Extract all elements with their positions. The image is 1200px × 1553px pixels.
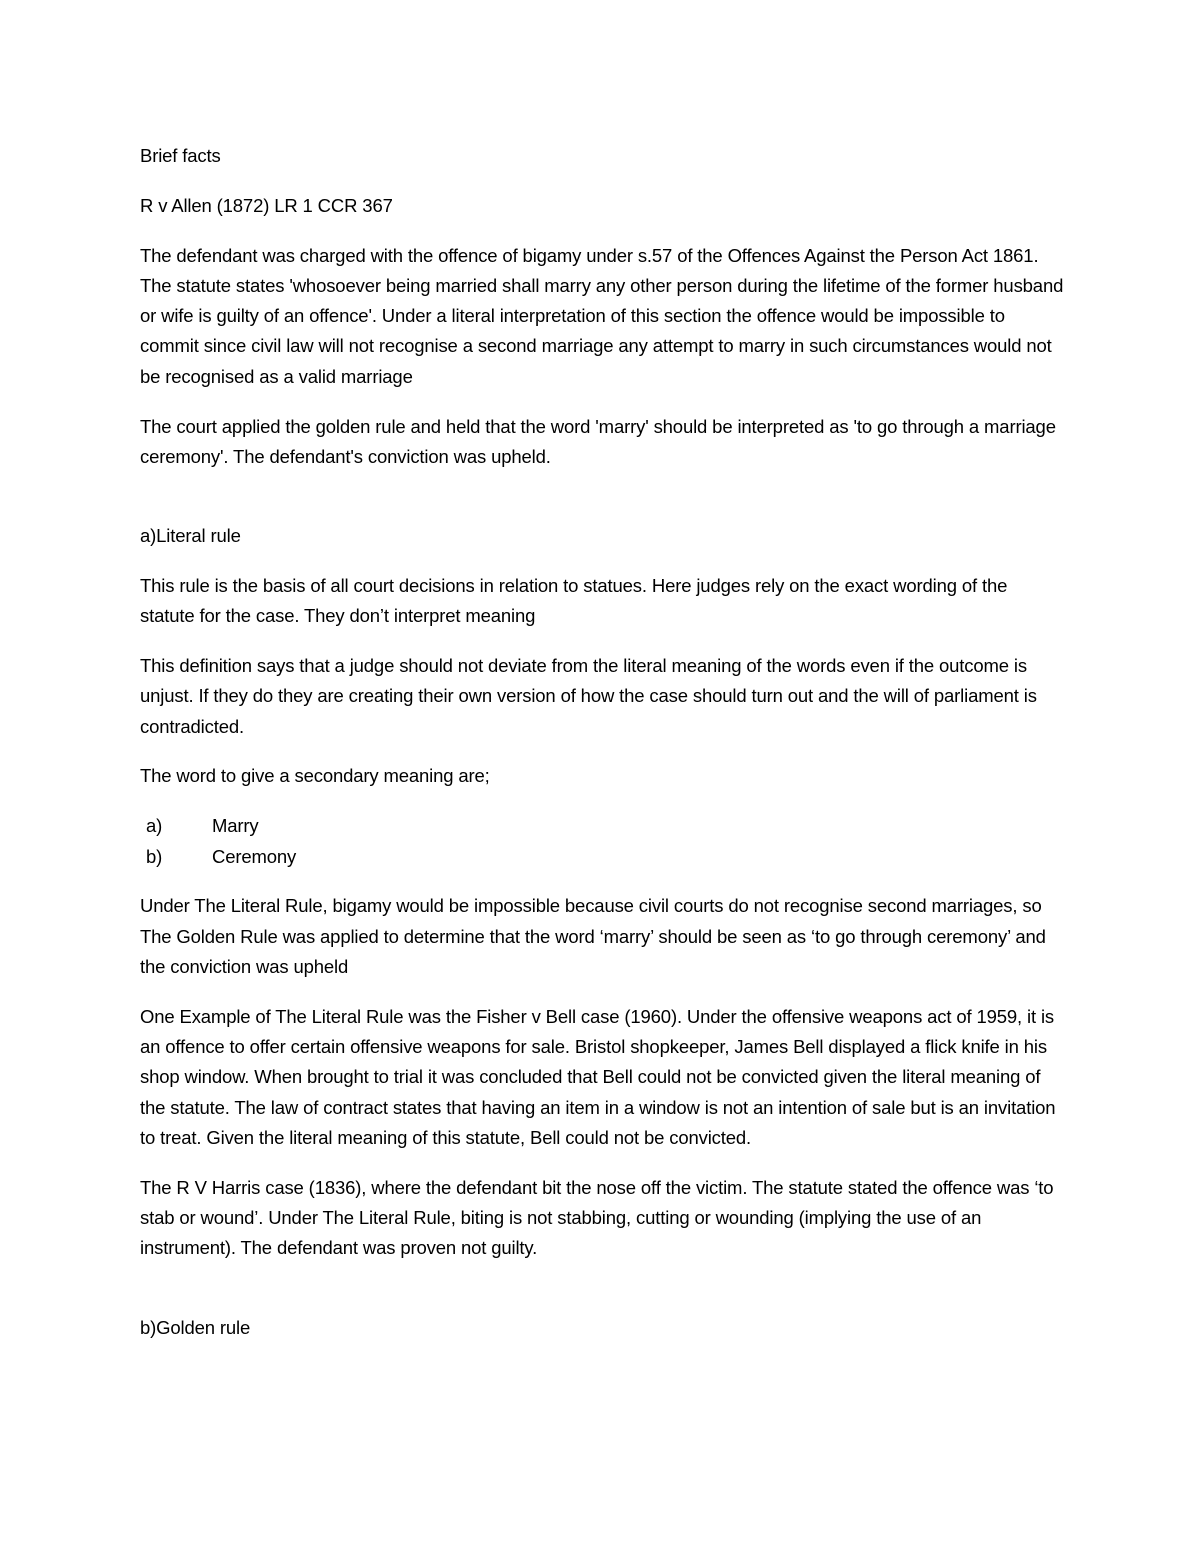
heading-literal-rule: a)Literal rule	[140, 525, 241, 547]
literal-rule-paragraph-2: This definition says that a judge should not deviate from the literal meaning of the words even if the outcome is unjust. If they do they are creating their own version of how the case should turn out and the will of parliament is contradicted.	[140, 655, 1037, 737]
list-marker: b)	[146, 845, 163, 867]
facts-paragraph-2: The court applied the golden rule and held that the word 'marry' should be interpreted as 'to go through a marriage ceremony'. The defendant's conviction was upheld.	[140, 415, 1056, 467]
fisher-v-bell-paragraph: One Example of The Literal Rule was the Fisher v Bell case (1960). Under the offensive weapons act of 1959, it is an offence to offer certain offensive weapons for sale. Bristol shopkeeper, James Bell displayed a flick knife in his shop window. When brought to trial it was concluded that Bell could not be convicted given the literal meaning of the statute. The law of contract states that having an item in a window is not an intention of sale but is an invitation to treat. Given the literal meaning of this statute, Bell could not be convicted.	[140, 1005, 1056, 1148]
list-item	[140, 811, 1065, 841]
bigamy-paragraph: Under The Literal Rule, bigamy would be impossible because civil courts do not recognise second marriages, so The Golden Rule was applied to determine that the word ‘marry’ should be seen as ‘to go through ceremony’ and the conviction was upheld	[140, 895, 1046, 977]
document-body	[140, 141, 1065, 1362]
secondary-meaning-list	[140, 811, 1065, 872]
literal-rule-paragraph-1: This rule is the basis of all court decisions in relation to statues. Here judges rely on the exact wording of the statute for the case. They don’t interpret meaning	[140, 574, 1008, 627]
heading-brief-facts: Brief facts	[140, 145, 221, 166]
facts-paragraph-1: The defendant was charged with the offence of bigamy under s.57 of the Offences Against the Person Act 1861. The statute states 'whosoever being married shall marry any other person during the lifetime of the former husband or wife is guilty of an offence'. Under a literal interpretation of this section the offence would be impossible to commit since civil law will not recognise a second marriage any attempt to marry in such circumstances would not be recognised as a valid marriage	[140, 244, 1064, 387]
case-citation: R v Allen (1872) LR 1 CCR 367	[140, 194, 393, 216]
r-v-harris-paragraph: The R V Harris case (1836), where the defendant bit the nose off the victim. The statute stated the offence was ‘to stab or wound’. Under The Literal Rule, biting is not stabbing, cutting or wounding (implying the use of an instrument). The defendant was proven not guilty.	[140, 1176, 1054, 1259]
list-marker: a)	[146, 815, 163, 837]
list-item-text: Ceremony	[212, 845, 297, 867]
list-item	[140, 842, 1065, 872]
heading-golden-rule: b)Golden rule	[140, 1316, 251, 1338]
literal-rule-paragraph-3: The word to give a secondary meaning are;	[140, 765, 490, 787]
list-item-text: Marry	[212, 815, 259, 837]
